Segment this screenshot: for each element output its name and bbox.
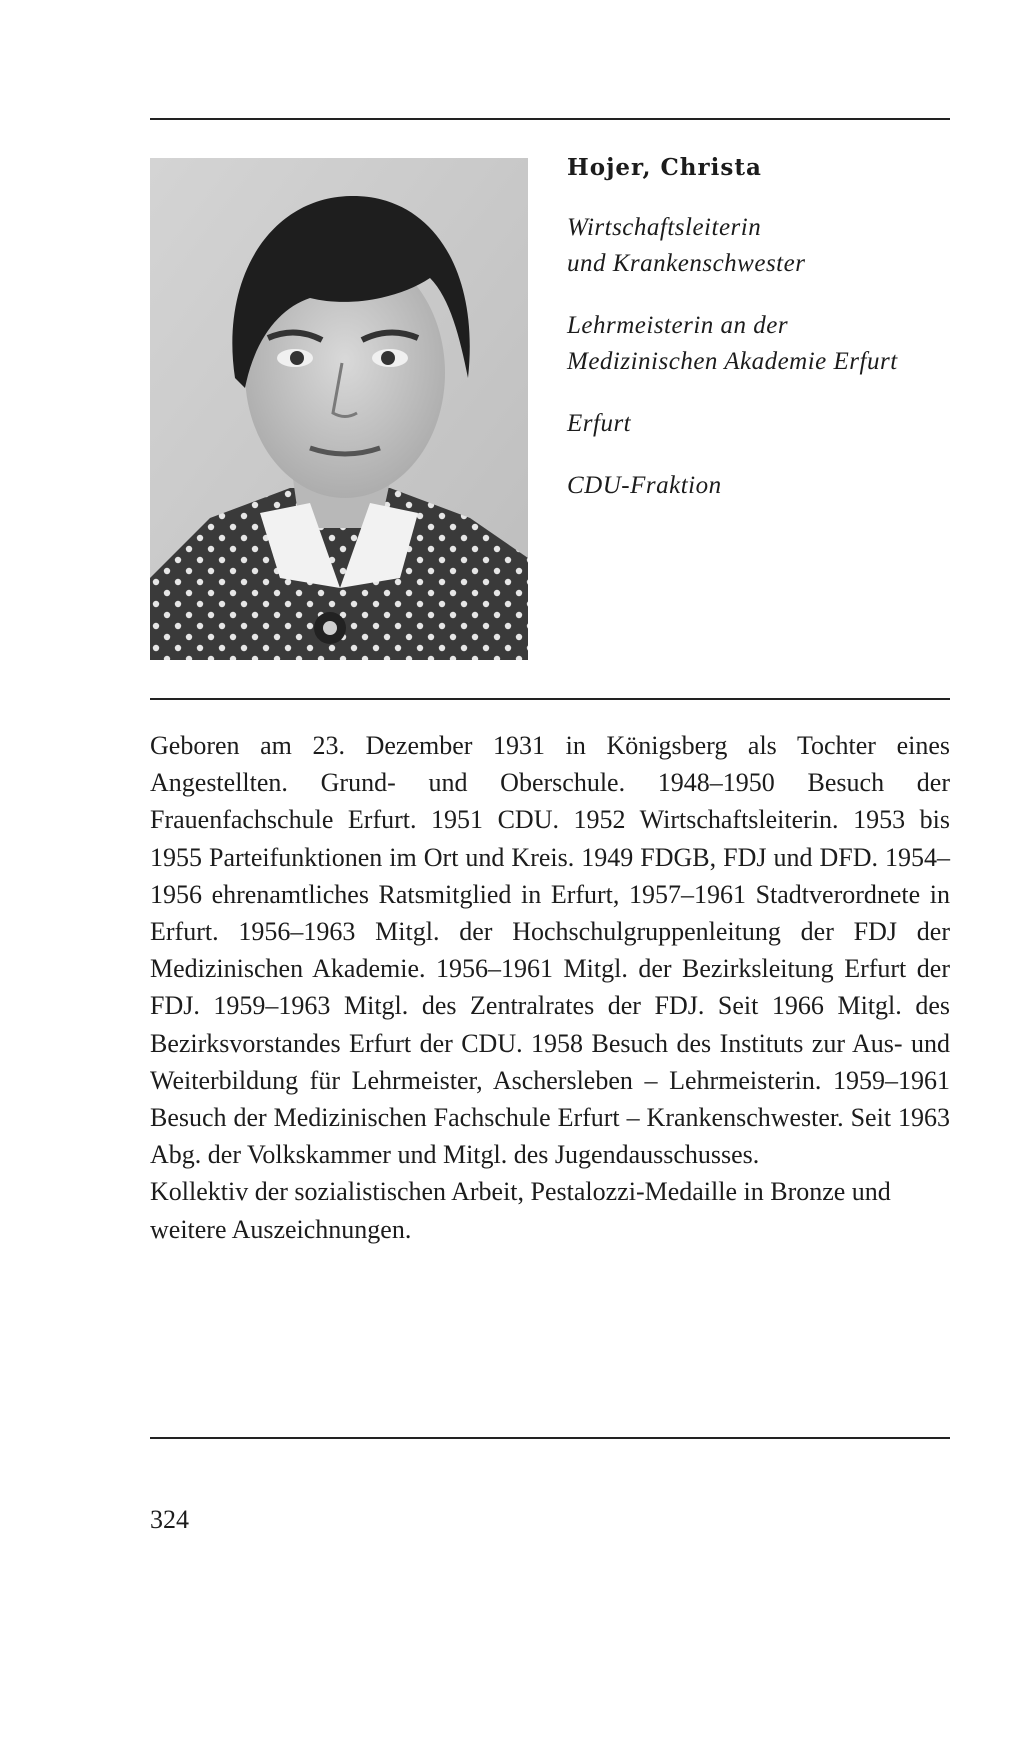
position-line-1: Lehrmeisterin an der: [567, 312, 789, 339]
person-name: Hojer, Christa: [567, 154, 762, 181]
middle-rule: [150, 698, 950, 700]
biography-text: Geboren am 23. Dezember 1931 in Königsberg als Tochter eines Angestellten. Grund- und Oberschule. 1948–1950 Besuch der Frauenfachschule Erfurt. 1951 CDU. 1952 Wirtschaftsleiterin. 1953 bis 1955 Parteifunktionen im Ort und Kreis. 1949 FDGB, FDJ und DFD. 1954–1956 ehrenamtliches Ratsmitglied in Erfurt, 1957–1961 Stadtverordnete in Erfurt. 1956–1963 Mitgl. der Hochschulgruppenleitung der FDJ der Medizinischen Akademie. 1956–1961 Mitgl. der Bezirksleitung Erfurt der FDJ. 1959–1963 Mitgl. des Zentralrates der FDJ. Seit 1966 Mitgl. des Bezirksvorstandes Erfurt der CDU. 1958 Besuch des Instituts zur Aus- und Weiterbildung für Lehrmeister, Aschersleben – Lehrmeisterin. 1959–1961 Besuch der Medizinischen Fachschule Erfurt – Krankenschwester. Seit 1963 Abg. der Volkskammer und Mitgl. des Jugendausschusses.: [150, 731, 950, 1170]
city: Erfurt: [567, 410, 632, 437]
faction: CDU-Fraktion: [567, 472, 722, 499]
position-line-2: Medizinischen Akademie Erfurt: [567, 348, 898, 375]
profession-line-1: Wirtschaftsleiterin: [567, 214, 762, 241]
biography: [150, 727, 950, 1248]
top-rule: [150, 118, 950, 120]
entry-header: [567, 150, 987, 504]
portrait-photo: [150, 158, 528, 660]
bottom-rule: [150, 1437, 950, 1439]
profession-line-2: und Krankenschwester: [567, 250, 806, 277]
awards-text: Kollektiv der sozialistischen Arbeit, Pestalozzi-Medaille in Bronze und weitere Auszeichnungen.: [150, 1177, 891, 1244]
page-number: 324: [150, 1505, 189, 1534]
